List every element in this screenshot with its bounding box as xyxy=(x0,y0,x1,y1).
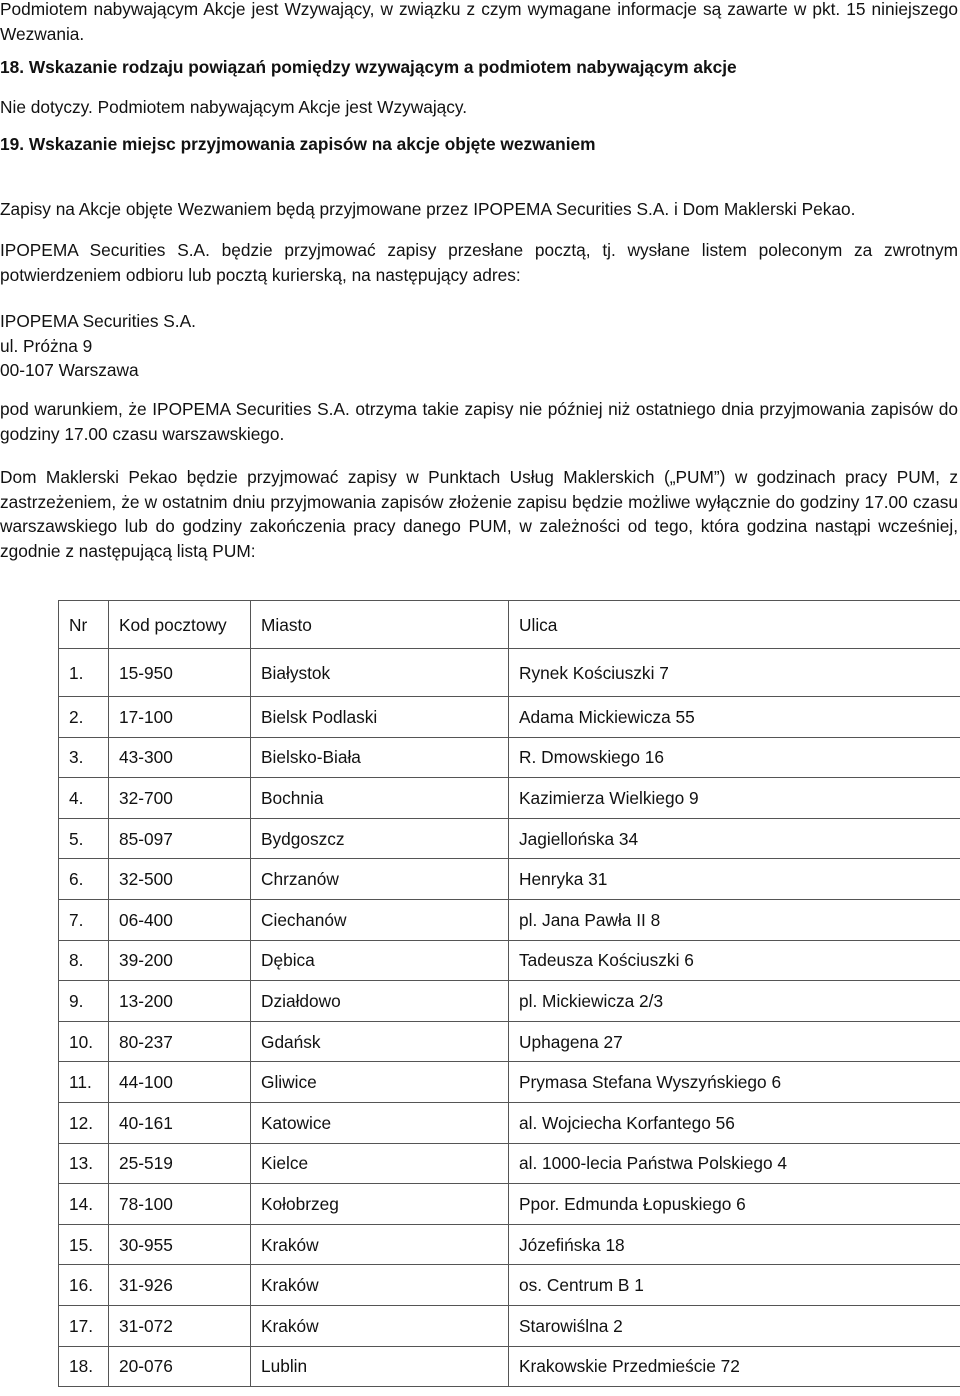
header-nr: Nr xyxy=(59,601,109,649)
table-row xyxy=(59,1143,960,1184)
cell-city: Kielce xyxy=(251,1143,509,1184)
cell-city: Ciechanów xyxy=(251,899,509,940)
table-row xyxy=(59,940,960,981)
cell-postal-code: 20-076 xyxy=(109,1346,251,1387)
cell-city: Kraków xyxy=(251,1305,509,1346)
cell-street: os. Centrum B 1 xyxy=(509,1265,960,1306)
cell-city: Kraków xyxy=(251,1265,509,1306)
table-row xyxy=(59,859,960,900)
section-18-text: Nie dotyczy. Podmiotem nabywającym Akcje jest Wzywający. xyxy=(0,97,468,117)
pum-list-table xyxy=(58,600,960,1387)
cell-street: Uphagena 27 xyxy=(509,1021,960,1062)
cell-city: Katowice xyxy=(251,1102,509,1143)
cell-street: Prymasa Stefana Wyszyńskiego 6 xyxy=(509,1062,960,1103)
cell-street: pl. Jana Pawła II 8 xyxy=(509,899,960,940)
cell-street: pl. Mickiewicza 2/3 xyxy=(509,981,960,1022)
cell-street: R. Dmowskiego 16 xyxy=(509,737,960,778)
section-19-paragraph-2: IPOPEMA Securities S.A. będzie przyjmować zapisy przesłane pocztą, tj. wysłane listem poleconym za zwrotnym potwierdzeniem odbioru lub pocztą kurierską, na następujący adres: xyxy=(0,240,958,285)
section-18-heading: 18. Wskazanie rodzaju powiązań pomiędzy wzywającym a podmiotem nabywającym akcje xyxy=(0,57,737,77)
cell-city: Kołobrzeg xyxy=(251,1184,509,1225)
cell-street: Tadeusza Kościuszki 6 xyxy=(509,940,960,981)
table-header-row xyxy=(59,601,960,649)
cell-street: Henryka 31 xyxy=(509,859,960,900)
address-line-1: IPOPEMA Securities S.A. xyxy=(0,311,196,331)
cell-nr: 16. xyxy=(59,1265,109,1306)
cell-street: al. Wojciecha Korfantego 56 xyxy=(509,1102,960,1143)
cell-postal-code: 25-519 xyxy=(109,1143,251,1184)
cell-postal-code: 32-500 xyxy=(109,859,251,900)
cell-street: Ppor. Edmunda Łopuskiego 6 xyxy=(509,1184,960,1225)
cell-postal-code: 30-955 xyxy=(109,1224,251,1265)
cell-nr: 15. xyxy=(59,1224,109,1265)
cell-nr: 17. xyxy=(59,1305,109,1346)
cell-postal-code: 44-100 xyxy=(109,1062,251,1103)
cell-postal-code: 06-400 xyxy=(109,899,251,940)
cell-postal-code: 31-926 xyxy=(109,1265,251,1306)
cell-nr: 10. xyxy=(59,1021,109,1062)
cell-city: Kraków xyxy=(251,1224,509,1265)
cell-city: Bielsk Podlaski xyxy=(251,697,509,738)
cell-city: Bochnia xyxy=(251,778,509,819)
cell-nr: 8. xyxy=(59,940,109,981)
cell-nr: 6. xyxy=(59,859,109,900)
cell-street: Kazimierza Wielkiego 9 xyxy=(509,778,960,819)
cell-street: Adama Mickiewicza 55 xyxy=(509,697,960,738)
cell-street: Rynek Kościuszki 7 xyxy=(509,649,960,697)
cell-nr: 3. xyxy=(59,737,109,778)
cell-postal-code: 78-100 xyxy=(109,1184,251,1225)
mailing-address xyxy=(0,309,196,383)
cell-city: Dębica xyxy=(251,940,509,981)
table-row xyxy=(59,1062,960,1103)
cell-city: Gliwice xyxy=(251,1062,509,1103)
cell-nr: 18. xyxy=(59,1346,109,1387)
cell-city: Działdowo xyxy=(251,981,509,1022)
table-row xyxy=(59,1021,960,1062)
cell-postal-code: 39-200 xyxy=(109,940,251,981)
cell-nr: 1. xyxy=(59,649,109,697)
address-line-2: ul. Próżna 9 xyxy=(0,335,93,356)
header-postal-code: Kod pocztowy xyxy=(109,601,251,649)
table-row xyxy=(59,1224,960,1265)
cell-nr: 14. xyxy=(59,1184,109,1225)
cell-nr: 11. xyxy=(59,1062,109,1103)
cell-street: Jagiellońska 34 xyxy=(509,818,960,859)
table-row xyxy=(59,899,960,940)
cell-postal-code: 17-100 xyxy=(109,697,251,738)
table-row xyxy=(59,1305,960,1346)
intro-paragraph: Podmiotem nabywającym Akcje jest Wzywający, w związku z czym wymagane informacje są zawarte w pkt. 15 niniejszego Wezwania. xyxy=(0,0,958,44)
cell-postal-code: 13-200 xyxy=(109,981,251,1022)
cell-street: Józefińska 18 xyxy=(509,1224,960,1265)
cell-postal-code: 43-300 xyxy=(109,737,251,778)
table-row xyxy=(59,981,960,1022)
cell-nr: 12. xyxy=(59,1102,109,1143)
cell-street: al. 1000-lecia Państwa Polskiego 4 xyxy=(509,1143,960,1184)
table-row xyxy=(59,697,960,738)
cell-postal-code: 40-161 xyxy=(109,1102,251,1143)
cell-city: Bydgoszcz xyxy=(251,818,509,859)
section-19-paragraph-4: Dom Maklerski Pekao będzie przyjmować zapisy w Punktach Usług Maklerskich („PUM”) w godzinach pracy PUM, z zastrzeżeniem, że w ostatnim dniu przyjmowania zapisów złożenie zapisu będzie możliwe wyłącznie do godziny 17.00 czasu warszawskiego lub do godziny zakończenia pracy danego PUM, w zależności od tego, która godzina nastąpi wcześniej, zgodnie z następującą listą PUM: xyxy=(0,467,958,561)
cell-postal-code: 80-237 xyxy=(109,1021,251,1062)
table-row xyxy=(59,737,960,778)
cell-postal-code: 15-950 xyxy=(109,649,251,697)
cell-nr: 7. xyxy=(59,899,109,940)
cell-street: Starowiślna 2 xyxy=(509,1305,960,1346)
section-19-paragraph-1: Zapisy na Akcje objęte Wezwaniem będą przyjmowane przez IPOPEMA Securities S.A. i Dom Maklerski Pekao. xyxy=(0,199,856,219)
cell-nr: 2. xyxy=(59,697,109,738)
table-row xyxy=(59,1102,960,1143)
table-row xyxy=(59,649,960,697)
cell-nr: 9. xyxy=(59,981,109,1022)
table-row xyxy=(59,1184,960,1225)
cell-city: Białystok xyxy=(251,649,509,697)
cell-postal-code: 85-097 xyxy=(109,818,251,859)
cell-city: Bielsko-Biała xyxy=(251,737,509,778)
table-row xyxy=(59,1346,960,1387)
table-row xyxy=(59,778,960,819)
address-line-3: 00-107 Warszawa xyxy=(0,360,139,381)
cell-city: Lublin xyxy=(251,1346,509,1387)
table-row xyxy=(59,1265,960,1306)
cell-nr: 5. xyxy=(59,818,109,859)
cell-postal-code: 31-072 xyxy=(109,1305,251,1346)
header-street: Ulica xyxy=(509,601,960,649)
cell-postal-code: 32-700 xyxy=(109,778,251,819)
cell-nr: 4. xyxy=(59,778,109,819)
table-row xyxy=(59,818,960,859)
cell-city: Gdańsk xyxy=(251,1021,509,1062)
cell-street: Krakowskie Przedmieście 72 xyxy=(509,1346,960,1387)
header-city: Miasto xyxy=(251,601,509,649)
section-19-paragraph-3: pod warunkiem, że IPOPEMA Securities S.A. otrzyma takie zapisy nie później niż ostatniego dnia przyjmowania zapisów do godziny 17.00 czasu warszawskiego. xyxy=(0,399,958,444)
cell-nr: 13. xyxy=(59,1143,109,1184)
cell-city: Chrzanów xyxy=(251,859,509,900)
section-19-heading: 19. Wskazanie miejsc przyjmowania zapisów na akcje objęte wezwaniem xyxy=(0,134,596,154)
